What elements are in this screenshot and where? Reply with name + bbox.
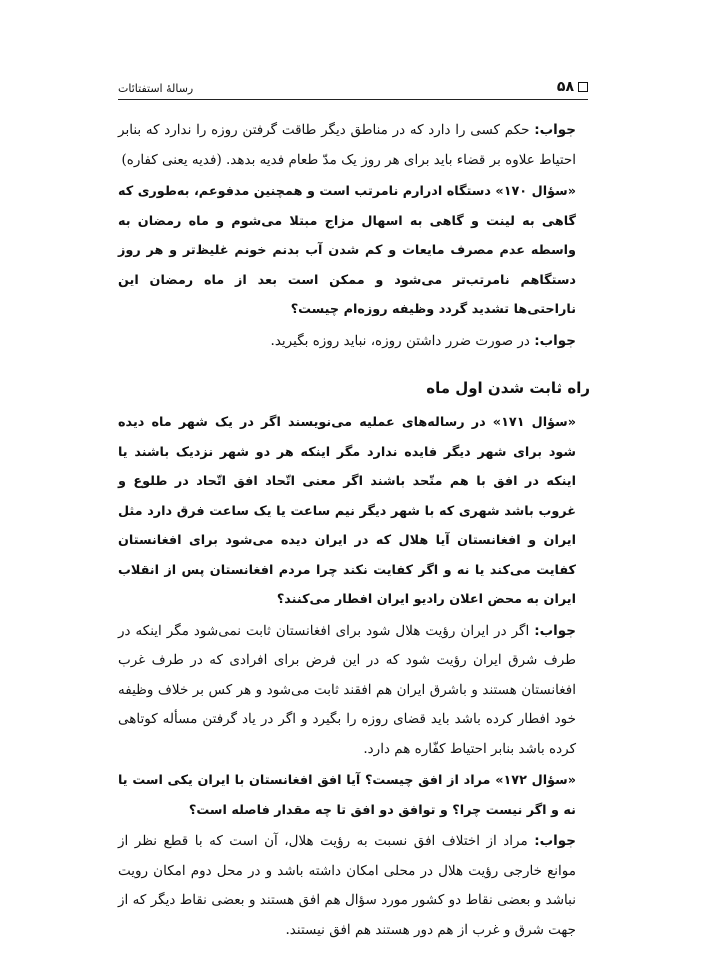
question-170	[118, 177, 590, 325]
page-number: ۵۸	[556, 79, 574, 95]
answer-172-text: مراد از اختلاف افق نسبت به رؤیت هلال، آن است که با قطع نظر از موانع خارجی رؤیت هلال در محلی امکان داشته باشد و در محل دوم امکان رویت نباشد و بعضی نقاط دو کشور مورد سؤال هم افق هستند و بعضی نقاط دیگر که از جهت شرق و غرب از هم دور هستند هم افق نیستند.	[118, 833, 576, 938]
running-title: رسالهٔ استفتائات	[118, 82, 194, 95]
page-header	[118, 74, 588, 100]
answer-170-label: جواب:	[534, 332, 576, 349]
question-172	[118, 766, 590, 825]
page-number-group	[557, 79, 588, 95]
question-170-text: دستگاه ادرارم نامرتب است و همچنین مدفوعم، به‌طوری که گاهی به لینت و گاهی به اسهال مزاج مبتلا می‌شوم و ماه رمضان به واسطه عدم مصرف مایعات و کم شدن آب بدنم خونم غلیظ‌تر و هر روز دستگاهم نامرتب‌تر می‌شود و ممکن است بعد از ماه رمضان این ناراحتی‌ها تشدید گردد وظیفه روزه‌ام چیست؟	[118, 184, 576, 317]
page-body	[118, 116, 590, 947]
answer-170	[118, 327, 590, 357]
question-172-label: «سؤال ۱۷۲»	[495, 773, 576, 788]
answer-170-text: در صورت ضرر داشتن روزه، نباید روزه بگیرید.	[270, 332, 535, 349]
square-bullet-icon	[578, 82, 588, 92]
question-172-text: مراد از افق چیست؟ آیا افق افغانستان با ایران یکی است یا نه و اگر نیست چرا؟ و توافق دو افق تا چه مقدار فاصله است؟	[118, 773, 576, 818]
answer-171	[118, 617, 590, 765]
question-170-label: «سؤال ۱۷۰»	[495, 184, 576, 199]
question-171-text: در رساله‌های عملیه می‌نویسند اگر در یک شهر ماه دیده شود برای شهر دیگر فایده ندارد مگر اینکه هر دو شهر نزدیک باشند یا اینکه در افق با هم متّحد باشند اگر معنی اتّحاد افق اتّحاد در طلوع و غروب باشد شهری که با شهر دیگر نیم ساعت یا یک ساعت فرق دارد مثل ایران و افغانستان آیا هلال که در ایران دیده می‌شود برای افغانستان کفایت می‌کند یا نه و اگر کفایت نکند چرا مردم افغانستان پس از انقلاب ایران به محض اعلان رادیو ایران افطار می‌کنند؟	[118, 415, 576, 607]
answer-171-label: جواب:	[534, 622, 576, 639]
answer-172-label: جواب:	[534, 833, 576, 849]
answer-172	[118, 827, 590, 945]
section-heading: راه ثابت شدن اول ماه	[426, 379, 590, 397]
answer-paragraph	[118, 116, 590, 175]
question-171	[118, 408, 590, 615]
answer-171-text: اگر در ایران رؤیت هلال شود برای افغانستان ثابت نمی‌شود مگر اینکه در طرف شرق ایران رؤیت شود که در این فرض برای افرادی که در طرف غرب افغانستان هستند و باشرق ایران هم افقند ثابت می‌شود و هر کس بر خلاف وظیفه خود افطار کرده باشد باید قضای روزه را بگیرد و اگر در یاد گرفتن مسأله کوتاهی کرده باشد بنابر احتیاط کفّاره هم دارد.	[118, 622, 576, 757]
answer-text: حکم کسی را دارد که در مناطق دیگر طاقت گرفتن روزه را ندارد که بنابر احتیاط علاوه بر قضاء باید برای هر روز یک مدّ طعام فدیه بدهد. (فدیه یعنی کفاره)	[118, 122, 576, 168]
question-171-label: «سؤال ۱۷۱»	[492, 415, 577, 430]
answer-label: جواب:	[534, 122, 576, 138]
